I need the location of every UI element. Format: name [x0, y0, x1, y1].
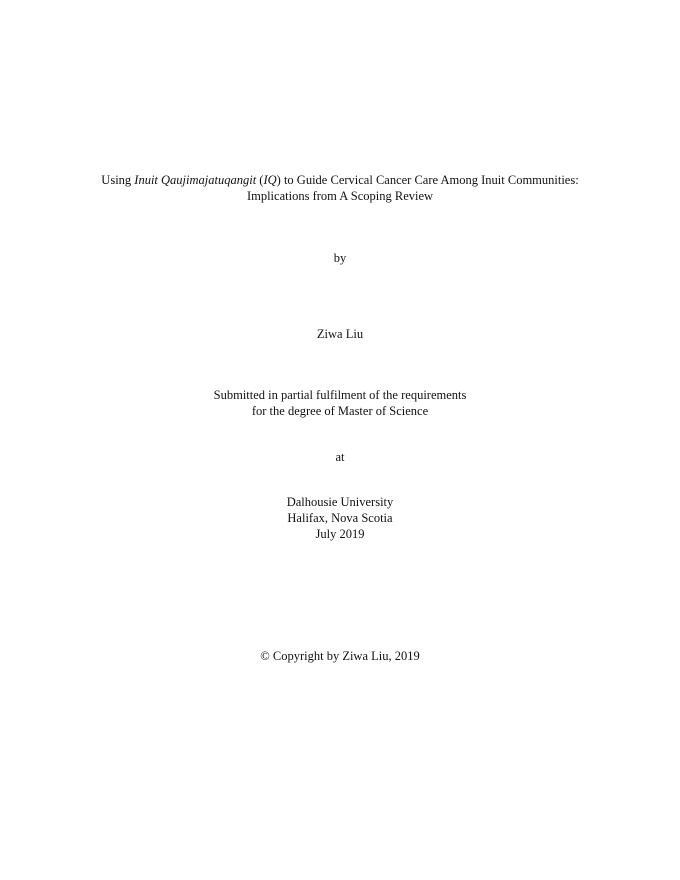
by-label: by	[333, 251, 347, 265]
author-name: Ziwa Liu	[316, 327, 364, 341]
title-text-end: ) to Guide Cervical Cancer Care Among Inuit Communities:	[276, 173, 579, 187]
title-paren-open: (	[256, 173, 264, 187]
title-italic-term: Inuit Qaujimajatuqangit	[134, 173, 257, 187]
institution-block	[0, 494, 680, 542]
submission-statement	[0, 387, 680, 419]
at-label: at	[335, 450, 345, 464]
thesis-title	[0, 172, 680, 204]
submission-date: July 2019	[315, 527, 365, 541]
title-italic-abbreviation: IQ	[263, 173, 277, 187]
institution-location: Halifax, Nova Scotia	[287, 511, 393, 525]
copyright-notice: © Copyright by Ziwa Liu, 2019	[260, 649, 420, 663]
thesis-title-line-2: Implications from A Scoping Review	[246, 189, 434, 203]
institution-name: Dalhousie University	[286, 495, 394, 509]
title-text-start: Using	[101, 173, 135, 187]
submission-line-2: for the degree of Master of Science	[251, 404, 429, 418]
submission-line-1: Submitted in partial fulfilment of the requirements	[213, 388, 467, 402]
thesis-title-line-1	[0, 172, 680, 188]
